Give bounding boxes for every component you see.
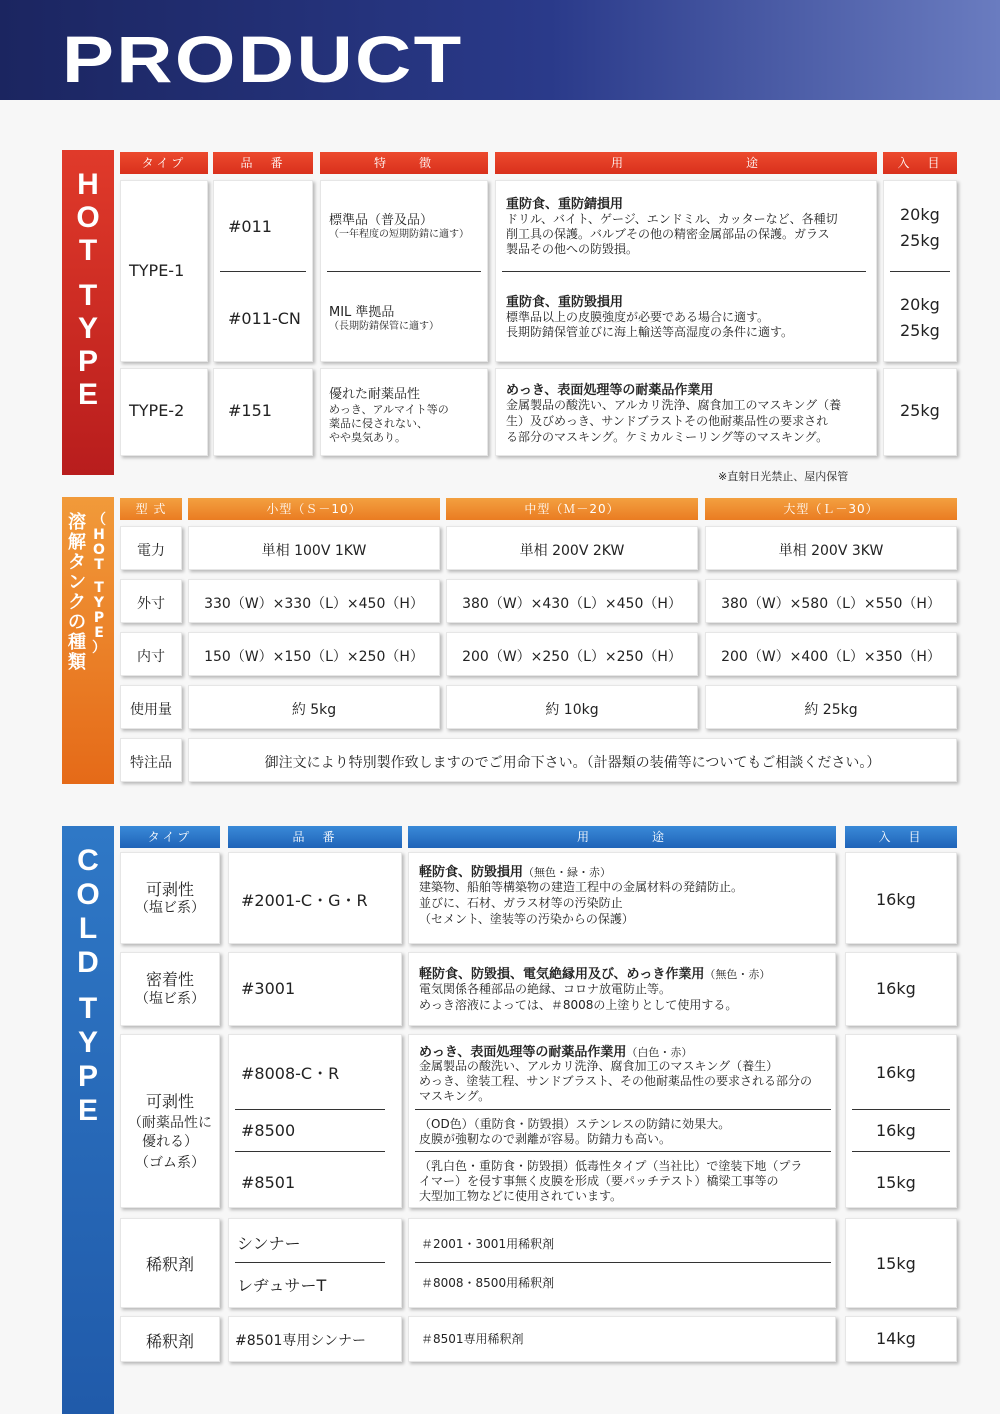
divider	[220, 271, 306, 272]
cold-r3-type2: （耐薬品性に	[128, 1115, 212, 1131]
cold-r3-type1: 可剥性	[145, 1092, 194, 1111]
cold-code-8501: #8501	[241, 1173, 296, 1192]
tank-header-medium: 中型（Ｍ－20）	[446, 498, 698, 520]
cold-r5-use-cell	[408, 1316, 836, 1362]
hot-type1-label: TYPE-1	[129, 261, 185, 280]
tank-side-char: 溶	[68, 512, 86, 533]
tank-row-label-cell	[120, 579, 182, 623]
cold-r1-line3: （セメント、塗装等の汚染からの保護）	[419, 912, 634, 926]
tank-small-value: 約 5kg	[291, 702, 337, 718]
hot-feat3-title: 優れた耐薬品性	[329, 387, 421, 402]
tank-side-char: O	[93, 542, 105, 558]
cold-r3-use1-line3: マスキング。	[419, 1089, 491, 1103]
cold-r3-use2-line1: （OD色）（重防食・防毀損）ステンレスの防錆に効果大。	[419, 1117, 731, 1131]
hot-type1-cell	[120, 180, 208, 362]
hot-side-char: E	[77, 378, 98, 411]
tank-medium-cell	[446, 632, 698, 676]
hot-type2-cell	[120, 368, 208, 456]
hot-type-side-label	[62, 150, 114, 475]
divider	[852, 1109, 950, 1110]
tank-header-model: 型 式	[120, 498, 182, 520]
hot-side-char: T	[78, 279, 98, 312]
hot-type2-label: TYPE-2	[129, 401, 185, 420]
page-header	[0, 0, 1000, 100]
cold-side-char	[62, 980, 114, 992]
hot-qty2b: 25kg	[900, 321, 940, 340]
cold-r2-use-title: 軽防食、防毀損、電気絶縁用及び、めっき作業用	[419, 967, 705, 982]
cold-r2-qty-cell	[845, 952, 957, 1026]
tank-special-text-cell	[188, 738, 957, 782]
tank-side-char: タ	[68, 552, 86, 573]
cold-r4-type-cell	[120, 1218, 220, 1308]
tank-medium-cell	[446, 685, 698, 729]
cold-r1-qty: 16kg	[876, 890, 916, 909]
cold-r4-use1: ＃2001・3001用稀釈剤	[421, 1237, 555, 1251]
hot-qty1a: 20kg	[900, 205, 940, 224]
cold-r2-type-cell	[120, 952, 220, 1026]
page-title: PRODUCT	[62, 22, 464, 96]
tank-side-char: の	[68, 612, 86, 633]
cold-side-char: D	[77, 946, 99, 979]
storage-note: ※直射日光禁止、屋内保管	[718, 470, 849, 483]
cold-r3-use2-line2: 皮膜が強靭なので剥離が容易。防錆力も高い。	[419, 1132, 672, 1146]
cold-r1-type-cell	[120, 852, 220, 944]
cold-r4-qty-cell	[845, 1218, 957, 1308]
tank-row-label: 内寸	[137, 649, 165, 665]
cold-r5-use: ＃8501専用稀釈剤	[421, 1332, 524, 1346]
hot-use2-line1: 標準品以上の皮膜強度が必要である場合に適す。	[506, 310, 770, 324]
tank-medium-value: 380（W）×430（L）×450（H）	[462, 596, 682, 612]
tank-small-cell	[188, 579, 440, 623]
tank-special-label: 特注品	[130, 755, 172, 771]
hot-feat3-line3: やや臭気あり。	[329, 431, 406, 444]
hot-side-char	[62, 267, 114, 279]
tank-large-cell	[705, 579, 957, 623]
hot-code-151: #151	[228, 401, 272, 420]
tank-side-char: 種	[68, 632, 86, 653]
cold-r3-code-cell	[228, 1034, 402, 1208]
hot-use2-title: 重防食、重防毀損用	[506, 295, 624, 310]
cold-side-char: E	[77, 1094, 98, 1127]
cold-type-side-label	[62, 826, 114, 1414]
tank-small-cell	[188, 632, 440, 676]
cold-r1-line1: 建築物、船舶等構築物の建造工程中の金属材料の発錆防止。	[419, 880, 744, 894]
hot-use3-line2: 生）及びめっき、サンドブラストその他耐薬品性の要求され	[506, 414, 829, 428]
cold-r1-type1: 可剥性	[145, 880, 194, 899]
tank-side-char: ン	[68, 572, 86, 593]
tank-small-value: 150（W）×150（L）×250（H）	[204, 649, 424, 665]
hot-side-char: O	[76, 201, 100, 234]
tank-large-value: 200（W）×400（L）×350（H）	[721, 649, 941, 665]
divider	[415, 1262, 831, 1263]
cold-r3-use-cell	[408, 1034, 836, 1208]
tank-row-label: 使用量	[130, 702, 172, 718]
tank-header-large: 大型（Ｌ－30）	[705, 498, 957, 520]
cold-r2-qty: 16kg	[876, 979, 916, 998]
tank-row-label-cell	[120, 526, 182, 570]
hot-side-char: P	[77, 345, 98, 378]
cold-r5-code-cell	[228, 1316, 402, 1362]
cold-r4-use2: ＃8008・8500用稀釈剤	[421, 1276, 555, 1290]
hot-type1-qty-cell	[883, 180, 957, 362]
hot-side-char: H	[77, 168, 99, 201]
divider	[890, 271, 950, 272]
cold-r3-type4: （ゴム系）	[135, 1155, 205, 1171]
cold-r4-type: 稀釈剤	[145, 1255, 194, 1274]
tank-medium-value: 約 10kg	[545, 702, 599, 718]
tank-side-char: H	[93, 527, 105, 543]
hot-use3-line1: 金属製品の酸洗い、アルカリ洗浄、腐食加工のマスキング（養	[506, 398, 842, 412]
hot-use3-title: めっき、表面処理等の耐薬品作業用	[506, 383, 714, 398]
divider	[415, 1151, 831, 1152]
cold-side-char: C	[77, 844, 99, 877]
cold-side-char: L	[78, 912, 98, 945]
cold-r2-use-color: （無色・赤）	[704, 968, 771, 981]
cold-r3-use3-line1: （乳白色・重防食・防毀損）低毒性タイプ（当社比）で塗装下地（プラ	[419, 1159, 803, 1173]
divider	[235, 1109, 385, 1110]
hot-feat2-title: MIL 準拠品	[329, 305, 395, 320]
cold-r4-code-cell	[228, 1218, 402, 1308]
tank-row-label-cell	[120, 632, 182, 676]
tank-medium-value: 単相 200V 2KW	[519, 543, 625, 559]
tank-header-small: 小型（Ｓ－10）	[188, 498, 440, 520]
cold-r1-code-cell	[228, 852, 402, 944]
tank-row-label-cell	[120, 685, 182, 729]
cold-r2-line1: 電気関係各種部品の絶縁、コロナ放電防止等。	[419, 982, 672, 996]
hot-qty1b: 25kg	[900, 231, 940, 250]
cold-r3-type-cell	[120, 1034, 220, 1208]
cold-r3-use3-line3: 大型加工物などに使用されています。	[419, 1189, 623, 1203]
hot-type2-feature-cell	[320, 368, 488, 456]
cold-r3-qty1: 16kg	[876, 1063, 916, 1082]
hot-header-use: 用 途	[495, 152, 877, 174]
cold-header-code: 品 番	[228, 826, 402, 848]
cold-code-reducer: レヂュサーT	[237, 1276, 327, 1295]
tank-large-value: 単相 200V 3KW	[778, 543, 884, 559]
cold-r3-use1-title: めっき、表面処理等の耐薬品作業用	[419, 1045, 627, 1060]
hot-type1-feature-cell	[320, 180, 488, 362]
hot-use1-line1: ドリル、バイト、ゲージ、エンドミル、カッターなど、各種切	[506, 212, 838, 226]
cold-code-3001: #3001	[241, 979, 296, 998]
tank-side-char: T	[94, 557, 104, 573]
divider	[327, 271, 481, 272]
tank-large-cell	[705, 632, 957, 676]
tank-side-char: （	[92, 512, 106, 528]
cold-r3-type3: 優れる）	[142, 1134, 198, 1150]
tank-side-char: E	[94, 625, 104, 641]
tank-small-value: 単相 100V 1KW	[261, 543, 367, 559]
hot-header-qty: 入 目	[883, 152, 957, 174]
tank-side-char: T	[94, 580, 104, 596]
hot-type1-code-cell	[213, 180, 313, 362]
hot-use1-line3: 製品その他への防毀損。	[506, 242, 639, 256]
tank-special-label-cell	[120, 738, 182, 782]
divider	[502, 271, 866, 272]
tank-medium-cell	[446, 526, 698, 570]
cold-r3-qty-cell	[845, 1034, 957, 1208]
hot-type2-use-cell	[495, 368, 877, 456]
tank-large-cell	[705, 685, 957, 729]
tank-large-value: 約 25kg	[804, 702, 858, 718]
divider	[415, 1109, 831, 1110]
cold-r2-use-cell	[408, 952, 836, 1026]
divider	[852, 1151, 950, 1152]
divider	[235, 1262, 385, 1263]
hot-use1-title: 重防食、重防錆損用	[506, 197, 624, 212]
cold-r1-use-cell	[408, 852, 836, 944]
hot-type2-code-cell	[213, 368, 313, 456]
cold-r2-type1: 密着性	[145, 970, 194, 989]
cold-header-use: 用 途	[408, 826, 836, 848]
hot-header-code: 品 番	[213, 152, 313, 174]
tank-side-char: ）	[92, 640, 106, 656]
hot-code-011: #011	[228, 217, 272, 236]
tank-side-label	[62, 497, 114, 784]
hot-qty3: 25kg	[900, 401, 940, 420]
tank-special-text: 御注文により特別製作致しますのでご用命下さい。（計器類の装備等についてもご相談ください。）	[264, 755, 881, 771]
divider	[235, 1151, 385, 1152]
tank-medium-value: 200（W）×250（L）×250（H）	[462, 649, 682, 665]
tank-large-cell	[705, 526, 957, 570]
cold-r3-use1-color: （白色・赤）	[626, 1046, 693, 1059]
cold-r5-type-cell	[120, 1316, 220, 1362]
tank-small-cell	[188, 526, 440, 570]
cold-r1-use-color: （無色・緑・赤）	[523, 866, 612, 879]
tank-side-char: Y	[93, 595, 105, 611]
hot-type1-use-cell	[495, 180, 877, 362]
tank-side-char: 解	[68, 532, 86, 553]
hot-use1-line2: 削工具の保護。バルブその他の精密金属部品の保護。ガラス	[506, 227, 830, 241]
cold-r4-qty: 15kg	[876, 1254, 916, 1273]
cold-r3-use1-line1: 金属製品の酸洗い、アルカリ洗浄、腐食加工のマスキング（養生）	[419, 1059, 779, 1073]
hot-code-011cn: #011-CN	[228, 309, 301, 328]
cold-code-thinner: シンナー	[237, 1234, 301, 1253]
cold-r3-use3-line2: イマー）を侵す事無く皮膜を形成（要パッチテスト）橋梁工事等の	[419, 1174, 779, 1188]
cold-side-char: O	[76, 878, 100, 911]
cold-r1-use-title: 軽防食、防毀損用	[419, 865, 524, 880]
hot-side-char: Y	[77, 312, 98, 345]
hot-feat2-sub: （長期防錆保管に適す）	[329, 321, 439, 332]
cold-r1-type2: （塩ビ系）	[135, 900, 205, 916]
cold-code-8008: #8008-C・R	[241, 1064, 340, 1083]
cold-r1-qty-cell	[845, 852, 957, 944]
cold-r3-qty2: 16kg	[876, 1121, 916, 1140]
cold-header-qty: 入 目	[845, 826, 957, 848]
hot-type2-qty-cell	[883, 368, 957, 456]
tank-row-label: 外寸	[137, 596, 165, 612]
hot-qty2a: 20kg	[900, 295, 940, 314]
cold-r5-qty-cell	[845, 1316, 957, 1362]
cold-header-type: タイプ	[120, 826, 220, 848]
hot-header-type: タイプ	[120, 152, 208, 174]
tank-large-value: 380（W）×580（L）×550（H）	[721, 596, 941, 612]
hot-feat1-sub: （一年程度の短期防錆に適す）	[329, 229, 469, 240]
cold-r5-type: 稀釈剤	[145, 1332, 194, 1351]
cold-r5-qty: 14kg	[876, 1329, 916, 1348]
tank-medium-cell	[446, 579, 698, 623]
hot-use2-line2: 長期防錆保管並びに海上輸送等高湿度の条件に適す。	[506, 325, 794, 339]
cold-side-char: T	[78, 992, 98, 1025]
cold-r1-line2: 並びに、石材、ガラス材等の汚染防止	[419, 896, 623, 910]
cold-code-8500: #8500	[241, 1121, 296, 1140]
cold-code-8501-thinner: #8501専用シンナー	[235, 1333, 367, 1349]
tank-row-label: 電力	[137, 543, 165, 559]
hot-feat3-line2: 薬品に侵されない、	[329, 417, 428, 430]
cold-r2-code-cell	[228, 952, 402, 1026]
hot-feat3-line1: めっき、アルマイト等の	[329, 403, 449, 416]
cold-side-char: P	[77, 1060, 98, 1093]
cold-side-char: Y	[77, 1026, 98, 1059]
tank-side-char: 類	[68, 652, 86, 673]
hot-side-char: T	[78, 234, 98, 267]
hot-header-feature: 特 徴	[320, 152, 488, 174]
cold-r3-qty3: 15kg	[876, 1173, 916, 1192]
cold-code-2001: #2001-C・G・R	[241, 891, 368, 910]
cold-r3-use1-line2: めっき、塗装工程、サンドブラスト、その他耐薬品性の要求される部分の	[419, 1074, 813, 1088]
tank-small-value: 330（W）×330（L）×450（H）	[204, 596, 424, 612]
hot-use3-line3: る部分のマスキング。ケミカルミーリング等のマスキング。	[506, 430, 829, 444]
cold-r4-use-cell	[408, 1218, 836, 1308]
tank-side-char: P	[93, 610, 105, 626]
tank-small-cell	[188, 685, 440, 729]
hot-feat1-title: 標準品（普及品）	[329, 213, 434, 228]
tank-side-char: ク	[68, 592, 86, 613]
cold-r2-line2: めっき溶液によっては、＃8008の上塗りとして使用する。	[419, 998, 738, 1012]
cold-r2-type2: （塩ビ系）	[135, 991, 205, 1007]
